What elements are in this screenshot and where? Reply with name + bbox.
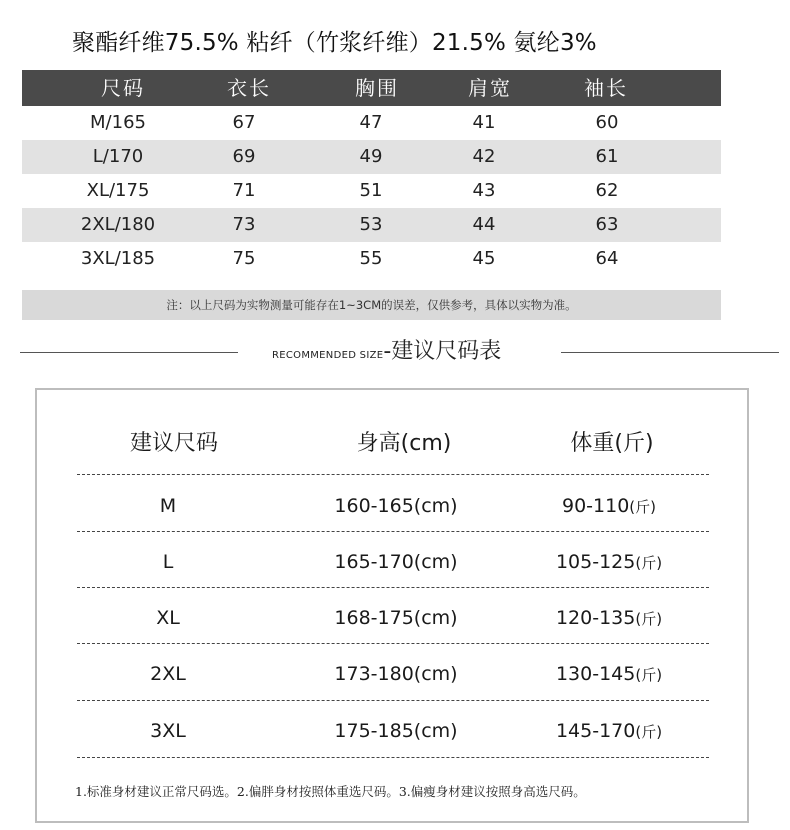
cell-height: 175-185(cm) (334, 720, 458, 742)
cell-size: M/165 (90, 112, 146, 133)
divider (77, 700, 709, 701)
recommended-title-cn: -建议尺码表 (383, 339, 502, 364)
cell-weight (556, 551, 662, 573)
cell-sleeve: 61 (595, 146, 619, 167)
divider (77, 757, 709, 758)
weight-value: 145-170 (555, 720, 636, 742)
cell-length: 73 (232, 214, 256, 235)
size-chart-header (22, 70, 721, 106)
cell-height: 168-175(cm) (334, 607, 458, 629)
cell-size: 2XL/180 (80, 214, 156, 235)
table-row (22, 208, 721, 242)
weight-unit: (斤) (629, 498, 657, 516)
cell-shoulder: 45 (472, 248, 496, 269)
header-size: 尺码 (101, 76, 145, 100)
weight-unit: (斤) (635, 723, 663, 741)
header-chest: 胸围 (355, 76, 399, 100)
weight-unit: (斤) (635, 554, 663, 572)
divider-right (561, 352, 779, 353)
cell-size: L (162, 551, 174, 573)
cell-chest: 47 (359, 112, 383, 133)
cell-weight (562, 495, 656, 517)
cell-size: 3XL/185 (80, 248, 156, 269)
table-row (37, 480, 747, 536)
recommended-heading (0, 330, 790, 370)
table-row (37, 592, 747, 648)
weight-value: 130-145 (555, 663, 636, 685)
cell-length: 75 (232, 248, 256, 269)
cell-shoulder: 43 (472, 180, 496, 201)
measurement-note: 注：以上尺码为实物测量可能存在1~3CM的误差，仅供参考，具体以实物为准。 (22, 290, 721, 320)
cell-size: XL/175 (86, 180, 150, 201)
weight-value: 105-125 (555, 551, 636, 573)
divider (77, 531, 709, 532)
header-weight: 体重(斤) (570, 431, 654, 456)
weight-value: 90-110 (561, 495, 630, 517)
fabric-composition: 聚酯纤维75.5% 粘纤（竹浆纤维）21.5% 氨纶3% (72, 30, 597, 56)
cell-height: 173-180(cm) (334, 663, 458, 685)
cell-sleeve: 63 (595, 214, 619, 235)
header-height: 身高(cm) (356, 431, 452, 456)
cell-size: L/170 (92, 146, 144, 167)
header-suggested-size: 建议尺码 (129, 431, 219, 456)
cell-chest: 55 (359, 248, 383, 269)
size-advice-note: 1.标准身材建议正常尺码选。2.偏胖身材按照体重选尺码。3.偏瘦身材建议按照身高选尺码。 (75, 784, 586, 799)
table-row (22, 174, 721, 208)
divider (77, 474, 709, 475)
recommended-title (272, 334, 501, 365)
cell-sleeve: 64 (595, 248, 619, 269)
cell-size: XL (156, 607, 180, 629)
recommended-size-table (35, 388, 749, 823)
divider (77, 643, 709, 644)
divider-left (20, 352, 238, 353)
header-length: 衣长 (227, 76, 271, 100)
table-row (37, 648, 747, 704)
cell-size: 2XL (150, 663, 186, 685)
cell-size: M (159, 495, 177, 517)
table-row (37, 705, 747, 761)
cell-shoulder: 42 (472, 146, 496, 167)
cell-chest: 49 (359, 146, 383, 167)
cell-length: 69 (232, 146, 256, 167)
weight-unit: (斤) (635, 610, 663, 628)
table-row (22, 106, 721, 140)
weight-value: 120-135 (555, 607, 636, 629)
cell-length: 67 (232, 112, 256, 133)
cell-height: 165-170(cm) (334, 551, 458, 573)
cell-sleeve: 62 (595, 180, 619, 201)
cell-length: 71 (232, 180, 256, 201)
table-row (22, 242, 721, 276)
recommended-title-en: RECOMMENDED SIZE (272, 350, 384, 361)
cell-shoulder: 41 (472, 112, 496, 133)
cell-sleeve: 60 (595, 112, 619, 133)
table-row (22, 140, 721, 174)
cell-chest: 53 (359, 214, 383, 235)
cell-size: 3XL (150, 720, 186, 742)
cell-weight (556, 607, 662, 629)
header-sleeve: 袖长 (584, 76, 628, 100)
weight-unit: (斤) (635, 666, 663, 684)
header-shoulder: 肩宽 (468, 76, 512, 100)
recommended-header (37, 412, 747, 472)
cell-weight (556, 663, 662, 685)
cell-height: 160-165(cm) (334, 495, 458, 517)
cell-chest: 51 (359, 180, 383, 201)
cell-shoulder: 44 (472, 214, 496, 235)
size-chart (22, 70, 721, 320)
divider (77, 587, 709, 588)
table-row (37, 536, 747, 592)
cell-weight (556, 720, 662, 742)
